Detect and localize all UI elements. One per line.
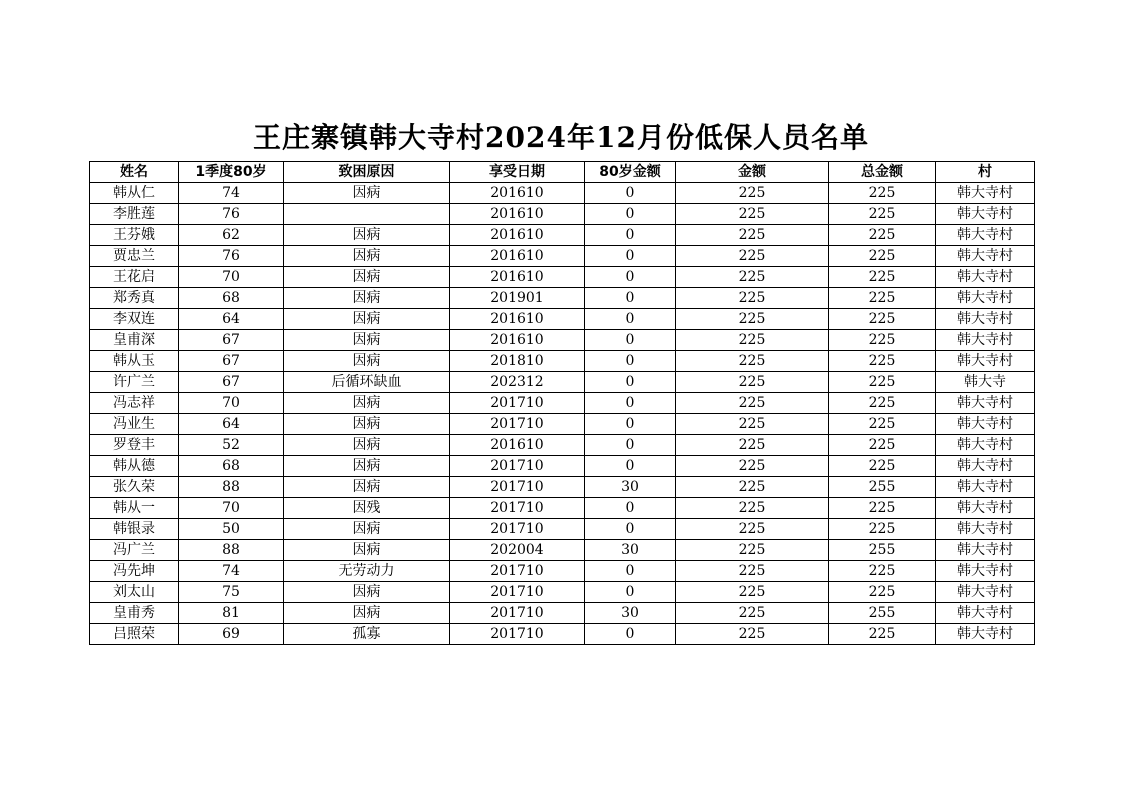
cell-start-date: 201710 — [450, 603, 585, 624]
cell-age-80-amount: 0 — [585, 393, 676, 414]
cell-start-date: 201610 — [450, 330, 585, 351]
table-row — [90, 540, 1035, 561]
cell-q1-age-80: 68 — [179, 288, 284, 309]
table-row — [90, 330, 1035, 351]
cell-amount: 225 — [676, 267, 829, 288]
cell-village: 韩大寺村 — [936, 246, 1035, 267]
cell-name: 冯先坤 — [90, 561, 179, 582]
cell-total-amount: 225 — [829, 267, 936, 288]
cell-start-date: 201901 — [450, 288, 585, 309]
header-village: 村 — [936, 162, 1035, 183]
cell-total-amount: 225 — [829, 414, 936, 435]
table-row — [90, 624, 1035, 645]
cell-amount: 225 — [676, 288, 829, 309]
cell-amount: 225 — [676, 414, 829, 435]
cell-start-date: 201610 — [450, 435, 585, 456]
cell-q1-age-80: 62 — [179, 225, 284, 246]
cell-start-date: 201710 — [450, 456, 585, 477]
table-row — [90, 603, 1035, 624]
cell-start-date: 202004 — [450, 540, 585, 561]
cell-total-amount: 225 — [829, 330, 936, 351]
cell-total-amount: 225 — [829, 435, 936, 456]
cell-age-80-amount: 0 — [585, 351, 676, 372]
cell-total-amount: 225 — [829, 204, 936, 225]
cell-name: 韩从仁 — [90, 183, 179, 204]
cell-age-80-amount: 0 — [585, 183, 676, 204]
cell-village: 韩大寺村 — [936, 456, 1035, 477]
cell-village: 韩大寺村 — [936, 393, 1035, 414]
cell-hardship-reason: 因病 — [284, 330, 450, 351]
cell-name: 皇甫秀 — [90, 603, 179, 624]
cell-start-date: 201710 — [450, 519, 585, 540]
cell-hardship-reason: 因病 — [284, 477, 450, 498]
cell-name: 刘太山 — [90, 582, 179, 603]
cell-age-80-amount: 0 — [585, 309, 676, 330]
assistance-roster-table — [89, 161, 1035, 645]
cell-total-amount: 225 — [829, 351, 936, 372]
cell-village: 韩大寺村 — [936, 435, 1035, 456]
cell-start-date: 201810 — [450, 351, 585, 372]
cell-hardship-reason: 因病 — [284, 456, 450, 477]
cell-q1-age-80: 74 — [179, 561, 284, 582]
cell-start-date: 201710 — [450, 477, 585, 498]
table-header-row — [90, 162, 1035, 183]
cell-hardship-reason: 因病 — [284, 603, 450, 624]
cell-amount: 225 — [676, 204, 829, 225]
cell-total-amount: 225 — [829, 225, 936, 246]
cell-age-80-amount: 0 — [585, 624, 676, 645]
cell-age-80-amount: 0 — [585, 414, 676, 435]
cell-village: 韩大寺村 — [936, 624, 1035, 645]
cell-amount: 225 — [676, 309, 829, 330]
cell-q1-age-80: 70 — [179, 498, 284, 519]
cell-name: 韩从一 — [90, 498, 179, 519]
header-name: 姓名 — [90, 162, 179, 183]
cell-hardship-reason: 因病 — [284, 225, 450, 246]
table-row — [90, 246, 1035, 267]
cell-start-date: 201710 — [450, 393, 585, 414]
cell-age-80-amount: 0 — [585, 267, 676, 288]
cell-start-date: 201610 — [450, 204, 585, 225]
cell-village: 韩大寺村 — [936, 309, 1035, 330]
cell-start-date: 201610 — [450, 309, 585, 330]
cell-total-amount: 225 — [829, 456, 936, 477]
cell-name: 冯志祥 — [90, 393, 179, 414]
cell-start-date: 201710 — [450, 414, 585, 435]
cell-q1-age-80: 81 — [179, 603, 284, 624]
cell-start-date: 201710 — [450, 561, 585, 582]
cell-q1-age-80: 67 — [179, 372, 284, 393]
cell-name: 吕照荣 — [90, 624, 179, 645]
cell-q1-age-80: 67 — [179, 351, 284, 372]
table-row — [90, 309, 1035, 330]
cell-amount: 225 — [676, 624, 829, 645]
cell-hardship-reason: 因病 — [284, 267, 450, 288]
cell-village: 韩大寺村 — [936, 204, 1035, 225]
cell-age-80-amount: 0 — [585, 456, 676, 477]
cell-name: 王芬娥 — [90, 225, 179, 246]
cell-amount: 225 — [676, 456, 829, 477]
cell-q1-age-80: 76 — [179, 204, 284, 225]
cell-village: 韩大寺村 — [936, 225, 1035, 246]
cell-name: 韩从玉 — [90, 351, 179, 372]
cell-q1-age-80: 64 — [179, 414, 284, 435]
cell-hardship-reason: 因病 — [284, 183, 450, 204]
cell-hardship-reason: 因病 — [284, 414, 450, 435]
cell-name: 贾忠兰 — [90, 246, 179, 267]
cell-total-amount: 225 — [829, 561, 936, 582]
table-row — [90, 267, 1035, 288]
cell-age-80-amount: 0 — [585, 372, 676, 393]
cell-q1-age-80: 75 — [179, 582, 284, 603]
cell-q1-age-80: 70 — [179, 393, 284, 414]
cell-name: 韩银录 — [90, 519, 179, 540]
header-start-date: 享受日期 — [450, 162, 585, 183]
cell-village: 韩大寺村 — [936, 519, 1035, 540]
cell-amount: 225 — [676, 351, 829, 372]
cell-start-date: 201710 — [450, 624, 585, 645]
header-hardship-reason: 致困原因 — [284, 162, 450, 183]
cell-amount: 225 — [676, 519, 829, 540]
cell-start-date: 202312 — [450, 372, 585, 393]
cell-age-80-amount: 0 — [585, 225, 676, 246]
cell-hardship-reason: 无劳动力 — [284, 561, 450, 582]
cell-village: 韩大寺村 — [936, 414, 1035, 435]
cell-hardship-reason: 因病 — [284, 309, 450, 330]
table-row — [90, 435, 1035, 456]
table-row — [90, 498, 1035, 519]
cell-age-80-amount: 0 — [585, 519, 676, 540]
cell-age-80-amount: 0 — [585, 204, 676, 225]
cell-total-amount: 225 — [829, 372, 936, 393]
cell-total-amount: 255 — [829, 540, 936, 561]
cell-amount: 225 — [676, 540, 829, 561]
cell-amount: 225 — [676, 372, 829, 393]
table-row — [90, 582, 1035, 603]
cell-amount: 225 — [676, 435, 829, 456]
cell-village: 韩大寺村 — [936, 582, 1035, 603]
cell-amount: 225 — [676, 561, 829, 582]
cell-name: 冯业生 — [90, 414, 179, 435]
table-row — [90, 372, 1035, 393]
cell-name: 冯广兰 — [90, 540, 179, 561]
cell-start-date: 201610 — [450, 183, 585, 204]
cell-age-80-amount: 0 — [585, 561, 676, 582]
cell-age-80-amount: 0 — [585, 330, 676, 351]
cell-total-amount: 225 — [829, 393, 936, 414]
header-total-amount: 总金额 — [829, 162, 936, 183]
table-row — [90, 351, 1035, 372]
table-row — [90, 477, 1035, 498]
cell-hardship-reason: 因病 — [284, 288, 450, 309]
cell-total-amount: 225 — [829, 246, 936, 267]
cell-hardship-reason: 孤寡 — [284, 624, 450, 645]
cell-age-80-amount: 0 — [585, 582, 676, 603]
cell-q1-age-80: 68 — [179, 456, 284, 477]
table-row — [90, 204, 1035, 225]
cell-hardship-reason: 因病 — [284, 351, 450, 372]
cell-age-80-amount: 30 — [585, 603, 676, 624]
cell-hardship-reason — [284, 204, 450, 225]
cell-q1-age-80: 50 — [179, 519, 284, 540]
cell-age-80-amount: 0 — [585, 288, 676, 309]
cell-amount: 225 — [676, 225, 829, 246]
table-body — [90, 183, 1035, 645]
cell-total-amount: 225 — [829, 288, 936, 309]
cell-age-80-amount: 0 — [585, 498, 676, 519]
cell-hardship-reason: 因病 — [284, 246, 450, 267]
cell-amount: 225 — [676, 603, 829, 624]
cell-start-date: 201710 — [450, 582, 585, 603]
cell-hardship-reason: 因病 — [284, 519, 450, 540]
cell-q1-age-80: 69 — [179, 624, 284, 645]
cell-village: 韩大寺村 — [936, 183, 1035, 204]
cell-village: 韩大寺村 — [936, 288, 1035, 309]
cell-village: 韩大寺村 — [936, 540, 1035, 561]
cell-amount: 225 — [676, 330, 829, 351]
table-row — [90, 288, 1035, 309]
cell-total-amount: 225 — [829, 498, 936, 519]
cell-start-date: 201710 — [450, 498, 585, 519]
cell-hardship-reason: 因病 — [284, 540, 450, 561]
cell-hardship-reason: 后循环缺血 — [284, 372, 450, 393]
cell-total-amount: 225 — [829, 519, 936, 540]
cell-hardship-reason: 因病 — [284, 435, 450, 456]
cell-name: 罗登丰 — [90, 435, 179, 456]
cell-total-amount: 225 — [829, 183, 936, 204]
cell-name: 张久荣 — [90, 477, 179, 498]
cell-age-80-amount: 30 — [585, 477, 676, 498]
cell-name: 韩从德 — [90, 456, 179, 477]
cell-start-date: 201610 — [450, 267, 585, 288]
cell-amount: 225 — [676, 393, 829, 414]
cell-total-amount: 225 — [829, 582, 936, 603]
table-row — [90, 225, 1035, 246]
cell-age-80-amount: 0 — [585, 246, 676, 267]
page-title: 王庄寨镇韩大寺村2024年12月份低保人员名单 — [253, 121, 869, 154]
cell-start-date: 201610 — [450, 246, 585, 267]
cell-name: 郑秀真 — [90, 288, 179, 309]
cell-village: 韩大寺村 — [936, 330, 1035, 351]
header-q1-age-80: 1季度80岁 — [179, 162, 284, 183]
cell-age-80-amount: 30 — [585, 540, 676, 561]
cell-q1-age-80: 74 — [179, 183, 284, 204]
cell-total-amount: 255 — [829, 477, 936, 498]
cell-hardship-reason: 因残 — [284, 498, 450, 519]
header-amount: 金额 — [676, 162, 829, 183]
cell-village: 韩大寺村 — [936, 561, 1035, 582]
cell-village: 韩大寺村 — [936, 498, 1035, 519]
header-age-80-amount: 80岁金额 — [585, 162, 676, 183]
cell-village: 韩大寺村 — [936, 267, 1035, 288]
table-row — [90, 561, 1035, 582]
cell-q1-age-80: 88 — [179, 540, 284, 561]
cell-amount: 225 — [676, 246, 829, 267]
table-row — [90, 393, 1035, 414]
cell-village: 韩大寺村 — [936, 351, 1035, 372]
table-row — [90, 183, 1035, 204]
cell-q1-age-80: 67 — [179, 330, 284, 351]
cell-amount: 225 — [676, 582, 829, 603]
cell-village: 韩大寺村 — [936, 477, 1035, 498]
cell-total-amount: 255 — [829, 603, 936, 624]
cell-village: 韩大寺村 — [936, 603, 1035, 624]
cell-q1-age-80: 76 — [179, 246, 284, 267]
cell-q1-age-80: 64 — [179, 309, 284, 330]
cell-name: 李双连 — [90, 309, 179, 330]
cell-name: 李胜莲 — [90, 204, 179, 225]
cell-total-amount: 225 — [829, 624, 936, 645]
cell-village: 韩大寺 — [936, 372, 1035, 393]
cell-q1-age-80: 88 — [179, 477, 284, 498]
cell-amount: 225 — [676, 477, 829, 498]
cell-hardship-reason: 因病 — [284, 582, 450, 603]
cell-q1-age-80: 52 — [179, 435, 284, 456]
cell-start-date: 201610 — [450, 225, 585, 246]
cell-amount: 225 — [676, 498, 829, 519]
cell-hardship-reason: 因病 — [284, 393, 450, 414]
table-row — [90, 519, 1035, 540]
cell-name: 皇甫深 — [90, 330, 179, 351]
cell-amount: 225 — [676, 183, 829, 204]
cell-name: 许广兰 — [90, 372, 179, 393]
cell-name: 王花启 — [90, 267, 179, 288]
cell-age-80-amount: 0 — [585, 435, 676, 456]
table-row — [90, 456, 1035, 477]
cell-total-amount: 225 — [829, 309, 936, 330]
cell-q1-age-80: 70 — [179, 267, 284, 288]
table-row — [90, 414, 1035, 435]
